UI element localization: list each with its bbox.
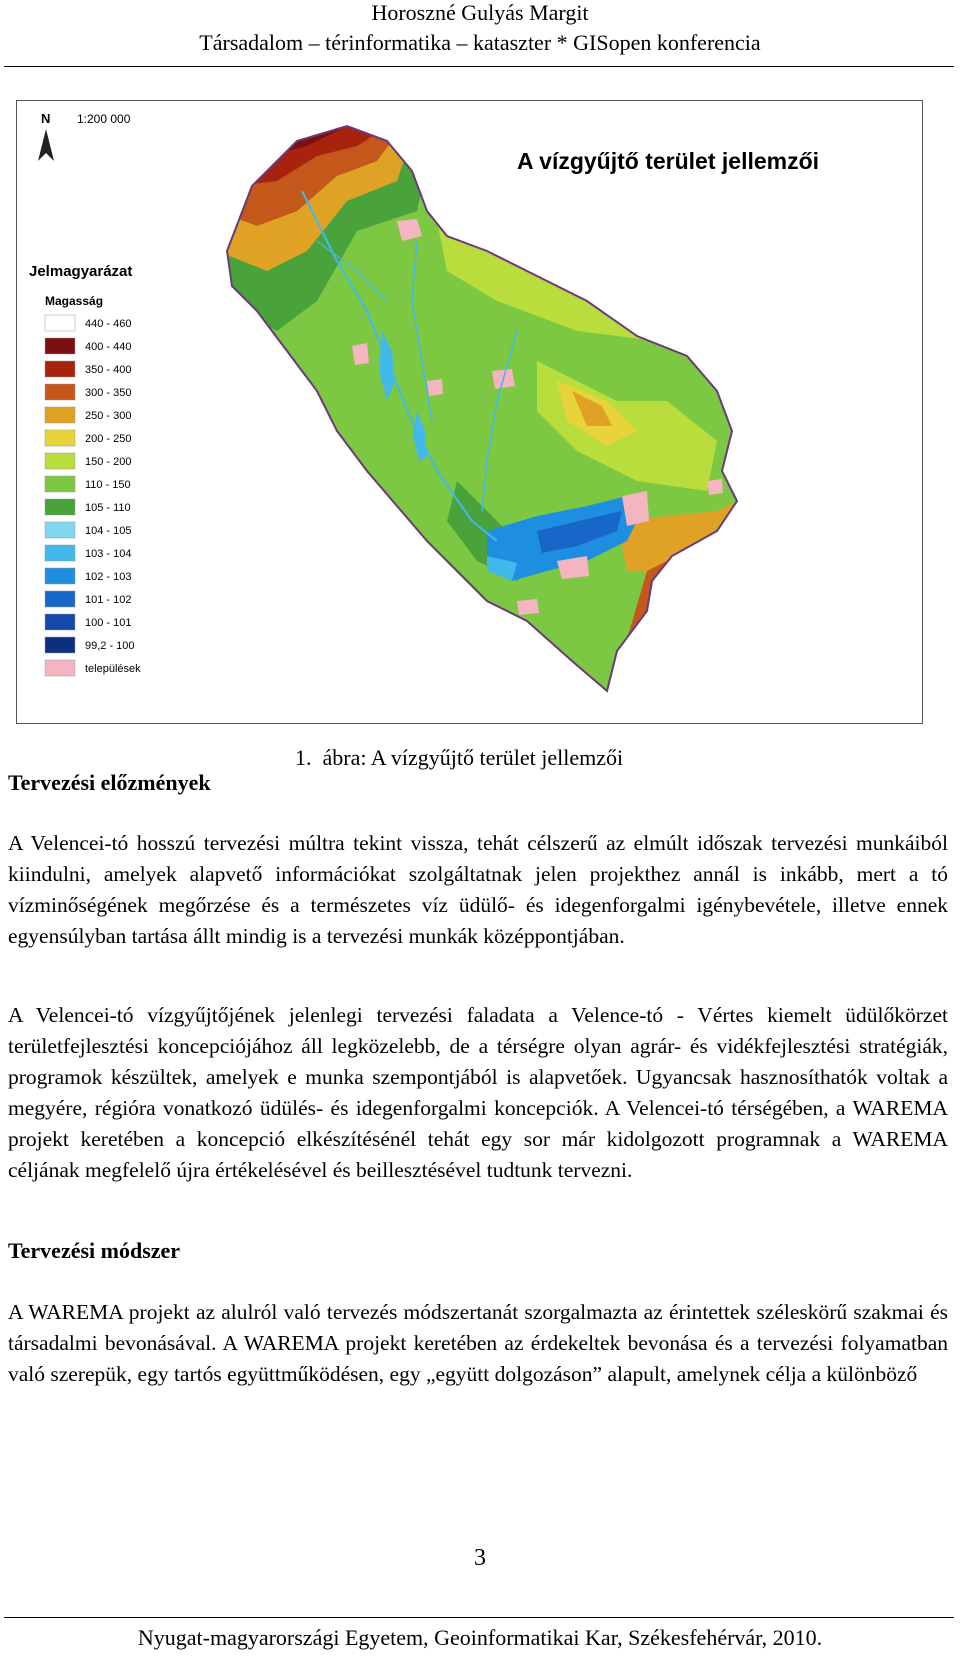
legend [45, 315, 141, 676]
legend-title: Jelmagyarázat [29, 263, 133, 280]
legend-swatch [45, 568, 75, 584]
page-header [0, 0, 960, 56]
legend-label: 440 - 460 [85, 318, 132, 330]
legend-label: 100 - 101 [85, 617, 132, 629]
legend-label: 300 - 350 [85, 387, 132, 399]
paragraph-background-2: A Velencei-tó vízgyűjtőjének jelenlegi tervezési faladata a Velence-tó - Vértes kiemelt üdülőkörzet területfejlesztési koncepciójához áll legközelebb, de a térségre olyan agrár- és vidékfejlesztési stratégiák, programok készültek, amelyek e munka szempontjából is alapvetőek. Ugyancsak hasznosíthatók voltak a megyére, régióra vonatkozó üdülés- és idegenforgalmi koncepciók. A Velencei-tó térségében, a WAREMA projekt keretében a koncepció elkészítésénél tehát egy sor már kidolgozott programnak a WAREMA céljának megfelelő újra értékelésével és beillesztésével tudtunk tervezni. [8, 1003, 948, 1182]
legend-swatch [45, 476, 75, 492]
legend-subtitle: Magasság [45, 294, 104, 308]
header-conference: Társadalom – térinformatika – kataszter * GISopen konferencia [199, 30, 761, 55]
legend-label: 400 - 440 [85, 341, 132, 353]
header-divider [4, 66, 954, 67]
legend-swatch [45, 545, 75, 561]
legend-label: 200 - 250 [85, 433, 132, 445]
basin-area [217, 121, 747, 701]
legend-label: 101 - 102 [85, 594, 132, 606]
legend-swatch [45, 637, 75, 653]
legend-label: 104 - 105 [85, 525, 132, 537]
section-title-planning-background: Tervezési előzmények [8, 770, 211, 795]
legend-swatch [45, 407, 75, 423]
caption-number: 1. [295, 745, 312, 770]
caption-text: ábra: A vízgyűjtő terület jellemzői [322, 745, 624, 770]
legend-swatch [45, 338, 75, 354]
legend-label: 105 - 110 [85, 502, 131, 514]
figure-map [16, 100, 923, 724]
legend-swatch [45, 453, 75, 469]
legend-swatch [45, 384, 75, 400]
legend-swatch [45, 499, 75, 515]
paragraph-background-1: A Velencei-tó hosszú tervezési múltra tekint vissza, tehát célszerű az elmúlt időszak tervezési munkáiból kiindulni, amelyek alapvető információkat szolgáltatnak jelen projekthez annál is inkább, mert a tó vízminőségének megőrzése és a természetes víz üdülő- és idegenforgalmi igénybevétele, illetve ennek egyensúlyban tartása állt mindig is a tervezési munkák középpontjában. [8, 831, 948, 948]
page-footer: Nyugat-magyarországi Egyetem, Geoinformatikai Kar, Székesfehérvár, 2010. [137, 1625, 823, 1650]
north-label: N [41, 111, 51, 126]
footer-divider [4, 1617, 954, 1618]
legend-swatch [45, 430, 75, 446]
legend-label: 150 - 200 [85, 456, 132, 468]
legend-swatch [45, 361, 75, 377]
legend-swatch [45, 315, 75, 331]
legend-swatch [45, 614, 75, 630]
map-scale: 1:200 000 [77, 112, 131, 126]
page-number: 3 [474, 1545, 486, 1571]
legend-swatch [45, 660, 75, 676]
legend-label: települések [85, 663, 141, 675]
header-author: Horoszné Gulyás Margit [371, 0, 589, 25]
legend-label: 99,2 - 100 [85, 640, 135, 652]
map-title: A vízgyűjtő terület jellemzői [517, 148, 820, 174]
legend-label: 110 - 150 [85, 479, 131, 491]
paragraph-method-1: A WAREMA projekt az alulról való tervezés módszertanát szorgalmazta az érintettek széleskörű szakmai és társadalmi bevonásával. A WAREMA projekt keretében az érdekeltek bevonása és a tervezési folyamatban való szerepük, egy tartós együttműködésen, egy „együtt dolgozáson” alapult, amelynek célja a különböző [8, 1300, 948, 1386]
legend-swatch [45, 522, 75, 538]
legend-label: 102 - 103 [85, 571, 132, 583]
legend-label: 350 - 400 [85, 364, 132, 376]
north-arrow-icon [38, 129, 54, 161]
figure-caption [295, 745, 623, 771]
watershed-map [17, 101, 922, 723]
legend-label: 103 - 104 [85, 548, 132, 560]
legend-swatch [45, 591, 75, 607]
section-title-planning-method: Tervezési módszer [8, 1238, 181, 1263]
legend-label: 250 - 300 [85, 410, 132, 422]
